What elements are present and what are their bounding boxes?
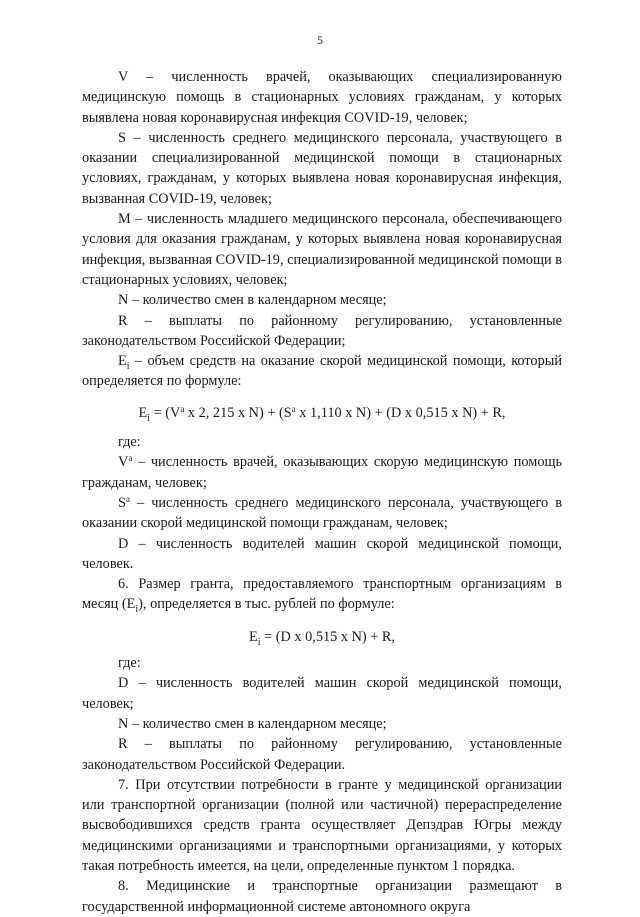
formula-ei-ambulance bbox=[82, 403, 562, 423]
formula-1-part-2: x 2, 215 x N) + (S bbox=[184, 404, 292, 421]
def-sa-symbol: S bbox=[118, 494, 126, 511]
def-n-2: N – количество смен в календарном месяце; bbox=[118, 715, 387, 732]
formula-2-lhs-sub: i bbox=[257, 636, 261, 648]
item-6-text-1: 6. Размер гранта, предоставляемого транспортным организациям в месяц (E bbox=[82, 576, 562, 613]
where-label-2: где: bbox=[118, 655, 141, 672]
where-label-1: где: bbox=[118, 434, 141, 451]
formula-1-part-3: x 1,110 x N) + (D x 0,515 x N) + R, bbox=[295, 404, 506, 421]
def-ei bbox=[82, 351, 562, 392]
formula-1-lhs-sub: i bbox=[147, 412, 151, 424]
def-sa-text: – численность среднего медицинского персонала, участвующего в оказании скорой медицинской помощи гражданам, человек; bbox=[82, 494, 562, 532]
def-sa bbox=[82, 493, 562, 534]
def-sa-superscript: a bbox=[125, 493, 130, 504]
formula-1-lhs: E bbox=[138, 404, 148, 421]
item-8: 8. Медицинские и транспортные организации размещают в государственной информационной системе автономного округа bbox=[82, 878, 562, 915]
def-ei-subscript: i bbox=[126, 361, 130, 373]
item-6-subscript: i bbox=[135, 604, 139, 616]
document-body bbox=[82, 67, 562, 917]
def-v: V – численность врачей, оказывающих специализированную медицинскую помощь в стационарных условиях гражданам, у которых выявлена новая коронавирусная инфекция COVID-19, человек; bbox=[82, 69, 562, 126]
item-6-text-2: ), определяется в тыс. рублей по формуле: bbox=[138, 596, 395, 613]
def-r-2: R – выплаты по районному регулированию, установленные законодательством Российской Федерации. bbox=[82, 736, 562, 773]
def-r: R – выплаты по районному регулированию, установленные законодательством Российской Федерации; bbox=[82, 312, 562, 349]
def-va-superscript: a bbox=[128, 453, 133, 464]
def-s: S – численность среднего медицинского персонала, участвующего в оказании специализированной медицинской помощи в стационарных условиях, гражданам, у которых выявлена новая коронавирусная инфекция, вызванная COVID-19, человек; bbox=[82, 129, 562, 207]
def-va-text: – численность врачей, оказывающих скорую медицинскую помощь гражданам, человек; bbox=[82, 454, 562, 491]
def-va-symbol: V bbox=[118, 454, 129, 471]
formula-2-lhs: E bbox=[249, 628, 258, 645]
formula-1-sup-1: a bbox=[180, 403, 185, 414]
def-ei-text: – объем средств на оказание скорой медицинской помощи, который определяется по формуле: bbox=[82, 353, 562, 390]
formula-1-sup-2: a bbox=[291, 403, 296, 414]
item-7: 7. При отсутствии потребности в гранте у медицинской организации или транспортной организации (полной или частичной) перераспределение высвободившихся средств гранта осуществляет Депздрав Югры между медицинскими организациями и транспортными организациями, у которых такая потребность имеется, на цели, определенные пунктом 1 порядка. bbox=[82, 776, 562, 874]
formula-1-part-1: = (V bbox=[150, 404, 181, 421]
def-ei-symbol: E bbox=[118, 353, 127, 370]
def-d-2: D – численность водителей машин скорой медицинской помощи, человек; bbox=[82, 675, 562, 712]
formula-ei-transport bbox=[82, 627, 562, 647]
formula-2-rhs: = (D x 0,515 x N) + R, bbox=[260, 628, 395, 645]
def-d: D – численность водителей машин скорой медицинской помощи, человек. bbox=[82, 535, 562, 572]
page-number: 5 bbox=[317, 33, 323, 47]
def-va bbox=[82, 452, 562, 493]
def-m: M – численность младшего медицинского персонала, обеспечивающего условия для оказания гражданам, у которых выявлена новая коронавирусная инфекция, вызванная COVID-19, специализированной медицинской помощи в стационарных условиях, человек; bbox=[82, 211, 562, 288]
item-6 bbox=[82, 574, 562, 615]
def-n: N – количество смен в календарном месяце; bbox=[118, 292, 387, 309]
